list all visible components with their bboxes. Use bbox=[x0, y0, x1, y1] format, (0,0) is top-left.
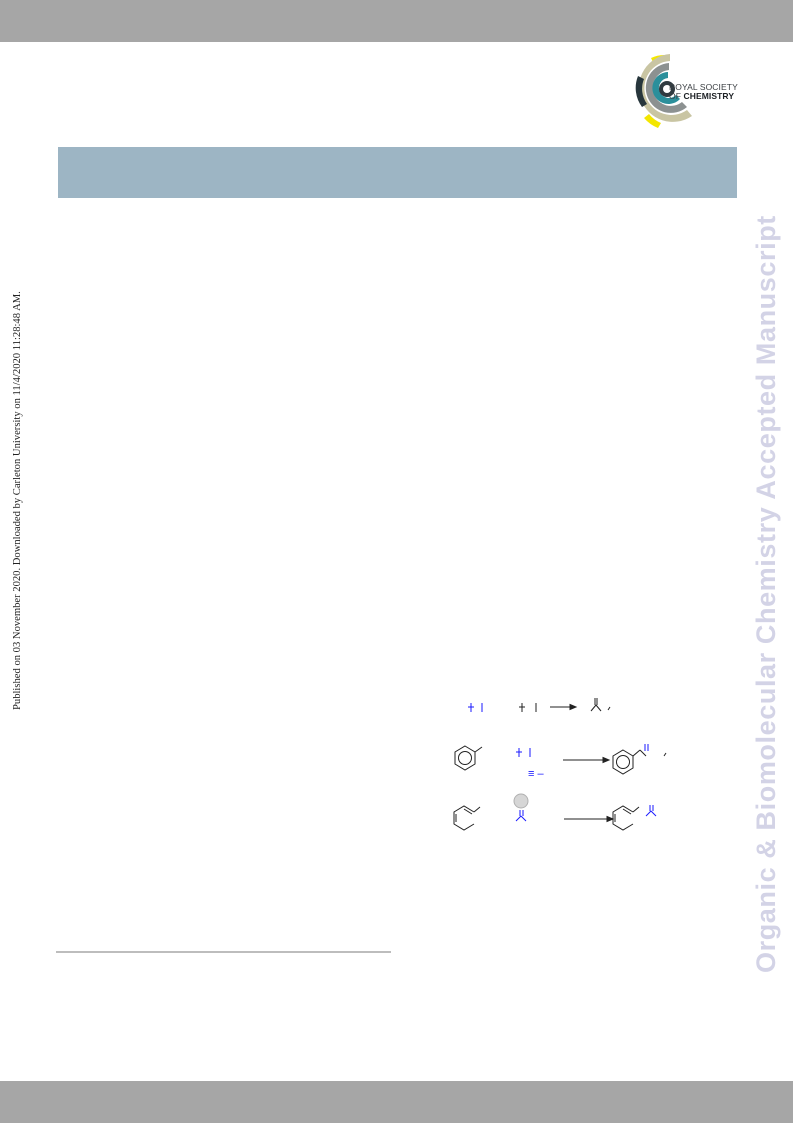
top-bar bbox=[0, 0, 793, 42]
scheme-row-3 bbox=[454, 794, 656, 830]
product-fragment bbox=[591, 698, 610, 711]
reaction-scheme bbox=[440, 690, 690, 845]
footnote-divider bbox=[56, 951, 391, 953]
ketone-fragment-blue bbox=[516, 810, 526, 821]
reagent-fragment-blue bbox=[468, 703, 482, 712]
rsc-logo bbox=[632, 52, 752, 128]
accepted-manuscript-watermark: Organic & Biomolecular Chemistry Accepted Manuscript bbox=[751, 215, 781, 973]
benzene-product-icon bbox=[613, 750, 666, 774]
publication-stamp: Published on 03 November 2020. Downloaded by Carleton University on 11/4/2020 11:28:48 AM. bbox=[12, 291, 23, 710]
reaction-arrow-icon bbox=[550, 705, 576, 710]
journal-header-band bbox=[58, 147, 737, 198]
reaction-arrow-icon bbox=[564, 817, 613, 822]
alkyne-reagent-label: ≡ – bbox=[528, 768, 544, 780]
product-ketone-blue bbox=[646, 805, 656, 816]
product-double-bond bbox=[645, 744, 648, 751]
scheme-row-2 bbox=[455, 744, 666, 780]
logo-text-of-chemistry bbox=[669, 92, 734, 101]
catalyst-sphere-icon bbox=[514, 794, 528, 808]
benzene-ring-icon bbox=[455, 746, 482, 770]
benzene-product-partial-icon bbox=[613, 806, 639, 830]
logo-text-chemistry: CHEMISTRY bbox=[683, 91, 735, 101]
logo-text-of: OF bbox=[669, 91, 684, 101]
reagent-fragment-black bbox=[519, 703, 536, 712]
reagent-fragment-blue-2 bbox=[516, 748, 530, 757]
scheme-row-1 bbox=[468, 698, 610, 712]
reaction-arrow-icon bbox=[563, 758, 609, 763]
bottom-bar bbox=[0, 1081, 793, 1123]
logo-text-royal-society: ROYAL SOCIETY bbox=[669, 82, 738, 92]
benzene-ring-partial-icon bbox=[454, 806, 480, 830]
